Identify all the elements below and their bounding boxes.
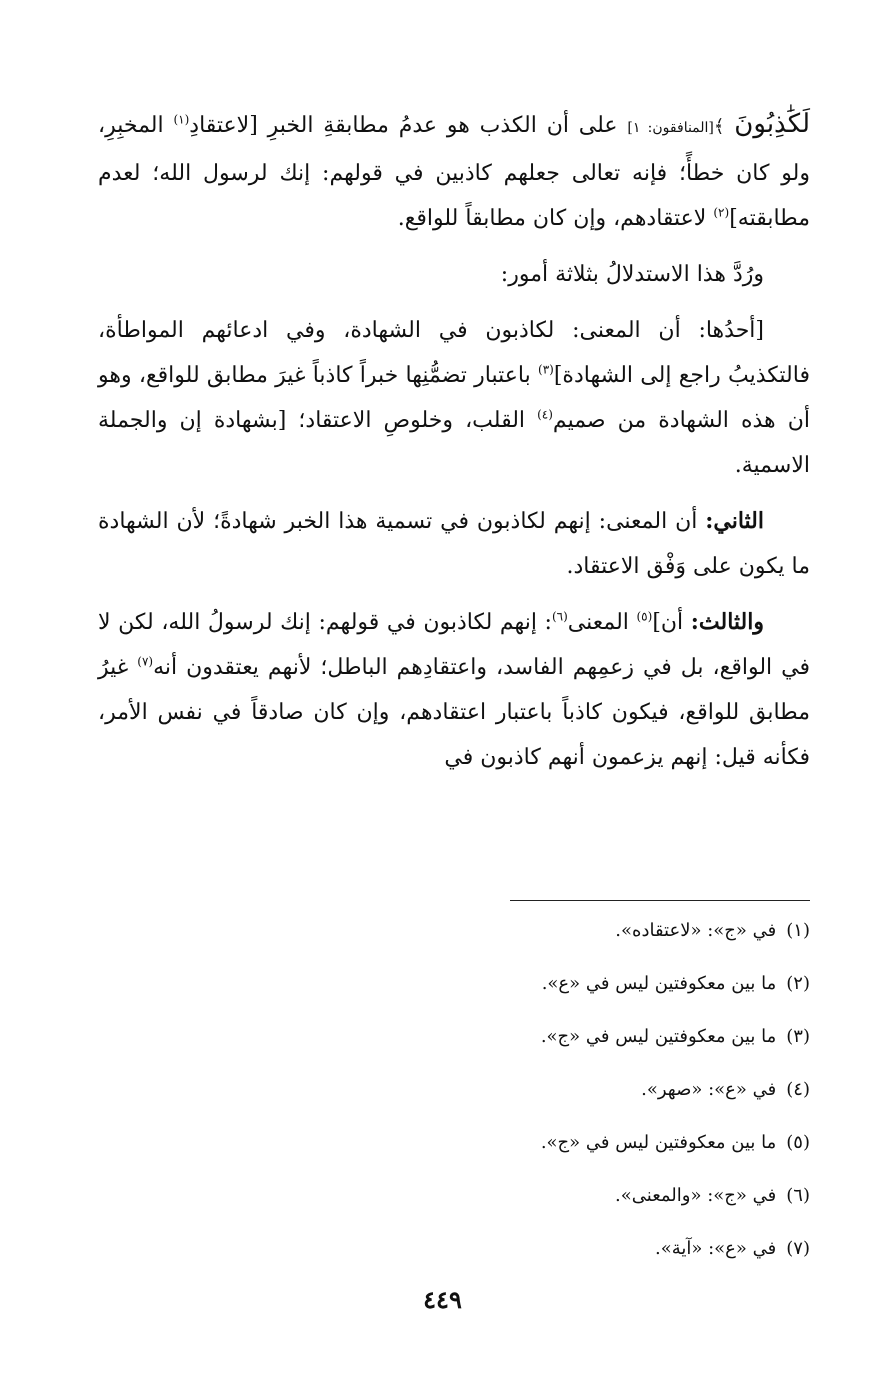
- paragraph-5: [98, 600, 810, 780]
- footnote-text: ما بين معكوفتين ليس في «ع».: [541, 973, 777, 994]
- footnote-ref-5: (٥): [636, 609, 653, 624]
- footnote-separator: [510, 900, 810, 901]
- footnote-number: (٤): [786, 1079, 810, 1100]
- footnote-ref-7: (٧): [137, 654, 154, 669]
- footnote-4: [98, 1077, 810, 1130]
- footnote-number: (٥): [786, 1132, 810, 1153]
- footnote-ref-6: (٦): [551, 609, 568, 624]
- footnote-7: [98, 1236, 810, 1289]
- footnote-text: ما بين معكوفتين ليس في «ج».: [540, 1132, 777, 1153]
- footnote-number: (٣): [786, 1026, 810, 1047]
- quran-reference: [المنافقون: ١]: [627, 120, 714, 136]
- footnote-number: (١): [786, 920, 810, 941]
- paragraph-1-text-a: على أن الكذب هو عدمُ مطابقةِ الخبرِ [لاعتقادِ: [189, 113, 628, 138]
- footnotes: [98, 918, 810, 1289]
- paragraph-3-text-c: القلب، وخلوصِ الاعتقاد؛ [بشهادة إن والجملة الاسمية.: [98, 408, 810, 478]
- footnote-ref-2: (٢): [713, 205, 730, 220]
- footnote-ref-3: (٣): [538, 362, 554, 377]
- paragraph-5-text-b: المعنى: [567, 610, 637, 635]
- paragraph-4: [98, 499, 810, 589]
- paragraph-3-text-a: [أحدُها: أن المعنى: لكاذبون في الشهادة، وفي ادعائهم المواطأة، فالتكذيبُ راجع إلى الشهادة]: [98, 318, 810, 388]
- paragraph-3: [98, 308, 810, 488]
- footnote-number: (٧): [786, 1238, 810, 1259]
- footnote-number: (٦): [786, 1185, 810, 1206]
- footnote-text: ما بين معكوفتين ليس في «ج».: [540, 1026, 777, 1047]
- quran-word: لَكَٰذِبُونَ: [734, 109, 810, 139]
- footnote-text: في «ج»: «والمعنى».: [615, 1185, 777, 1206]
- paragraph-5-label: والثالث:: [690, 609, 764, 635]
- paragraph-5-text-d: غيرُ مطابق للواقع، فيكون كاذباً باعتبار اعتقادهم، وإن كان صادقاً في نفس الأمر، فكأنه قيل: إنهم يزعمون أنهم كاذبون في: [98, 655, 810, 770]
- paragraph-4-label: الثاني:: [705, 508, 764, 534]
- paragraph-3-text-b: باعتبار تضمُّنِها خبراً كاذباً غيرَ مطابق للواقع، وهو أن هذه الشهادة من صميم: [98, 363, 810, 433]
- footnote-text: في «ج»: «لاعتقاده».: [615, 920, 777, 941]
- paragraph-4-text: أن المعنى: إنهم لكاذبون في تسمية هذا الخبر شهادةً؛ لأن الشهادة ما يكون على وَفْق الاعتقاد.: [98, 509, 810, 579]
- paragraph-5-text-c: : إنهم لكاذبون في قولهم: إنك لرسولُ الله، لكن لا في الواقع، بل في زعمِهم الفاسد، واعتقادِهم الباطل؛ لأنهم يعتقدون أنه: [98, 610, 810, 680]
- paragraph-2: ورُدَّ هذا الاستدلالُ بثلاثة أمور:: [500, 262, 764, 287]
- paragraph-5-text-a: أن]: [652, 610, 691, 635]
- footnote-3: [98, 1024, 810, 1077]
- paragraph-1: [98, 102, 810, 241]
- footnote-text: في «ع»: «آية».: [654, 1238, 777, 1259]
- main-text: [98, 102, 810, 791]
- footnote-2: [98, 971, 810, 1024]
- footnote-ref-1: (١): [173, 112, 190, 127]
- footnote-ref-4: (٤): [537, 407, 553, 422]
- footnote-1: [98, 918, 810, 971]
- footnote-5: [98, 1130, 810, 1183]
- paragraph-1-text-b: المخبِرِ، ولو كان خطأً؛ فإنه تعالى جعلهم كاذبين في قولهم: إنك لرسول الله؛ لعدم مطابقته]: [98, 113, 810, 231]
- footnote-6: [98, 1183, 810, 1236]
- paragraph-1-text-c: لاعتقادهم، وإن كان مطابقاً للواقع.: [397, 206, 714, 231]
- footnote-number: (٢): [786, 973, 810, 994]
- quran-ornament: ﴾: [713, 116, 725, 137]
- page-number: ٤٤٩: [423, 1285, 462, 1314]
- footnote-text: في «ع»: «صهر».: [641, 1079, 777, 1100]
